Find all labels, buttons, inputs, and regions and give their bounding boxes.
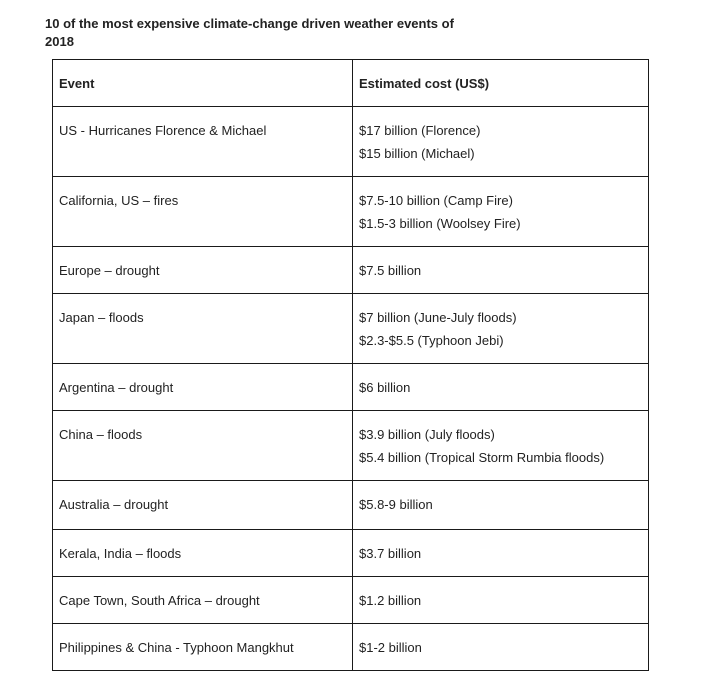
cost-cell [353,364,649,411]
event-cell: Argentina – drought [53,364,353,411]
event-cell: Cape Town, South Africa – drought [53,577,353,624]
table-row [53,177,649,247]
event-cell: Philippines & China - Typhoon Mangkhut [53,624,353,671]
event-cell: Japan – floods [53,294,353,364]
cost-value: $3.9 billion (July floods) [359,427,495,442]
table-row [53,577,649,624]
table-row [53,481,649,530]
event-cell: China – floods [53,411,353,481]
header-row [53,60,649,107]
cost-cell [353,624,649,671]
cost-value: $2.3-$5.5 (Typhoon Jebi) [359,333,504,348]
event-cell: US - Hurricanes Florence & Michael [53,107,353,177]
cost-value: $7.5-10 billion (Camp Fire) [359,193,513,208]
table-row [53,247,649,294]
header-event: Event [53,60,353,107]
cost-value: $6 billion [359,380,411,395]
cost-cell [353,481,649,530]
event-cell: California, US – fires [53,177,353,247]
cost-value: $7.5 billion [359,263,422,278]
cost-cell [353,411,649,481]
table-row [53,364,649,411]
cost-value: $17 billion (Florence) [359,123,481,138]
table-row [53,624,649,671]
event-cell: Kerala, India – floods [53,530,353,577]
event-cell: Australia – drought [53,481,353,530]
table-row [53,411,649,481]
cost-value: $5.4 billion (Tropical Storm Rumbia floods) [359,450,605,465]
cost-cell [353,177,649,247]
event-cell: Europe – drought [53,247,353,294]
table-row [53,530,649,577]
table-row [53,107,649,177]
cost-cell [353,107,649,177]
header-estimated-cost: Estimated cost (US$) [353,60,649,107]
table-row [53,294,649,364]
table-title: 10 of the most expensive climate-change driven weather events of 2018 [45,16,454,49]
cost-value: $1-2 billion [359,640,422,655]
cost-cell [353,530,649,577]
cost-value: $3.7 billion [359,546,422,561]
cost-cell [353,247,649,294]
cost-value: $1.2 billion [359,593,422,608]
cost-value: $5.8-9 billion [359,497,433,512]
cost-value: $15 billion (Michael) [359,146,475,161]
cost-value: $1.5-3 billion (Woolsey Fire) [359,216,521,231]
cost-cell [353,294,649,364]
cost-value: $7 billion (June-July floods) [359,310,517,325]
cost-cell [353,577,649,624]
weather-events-table [52,59,649,671]
